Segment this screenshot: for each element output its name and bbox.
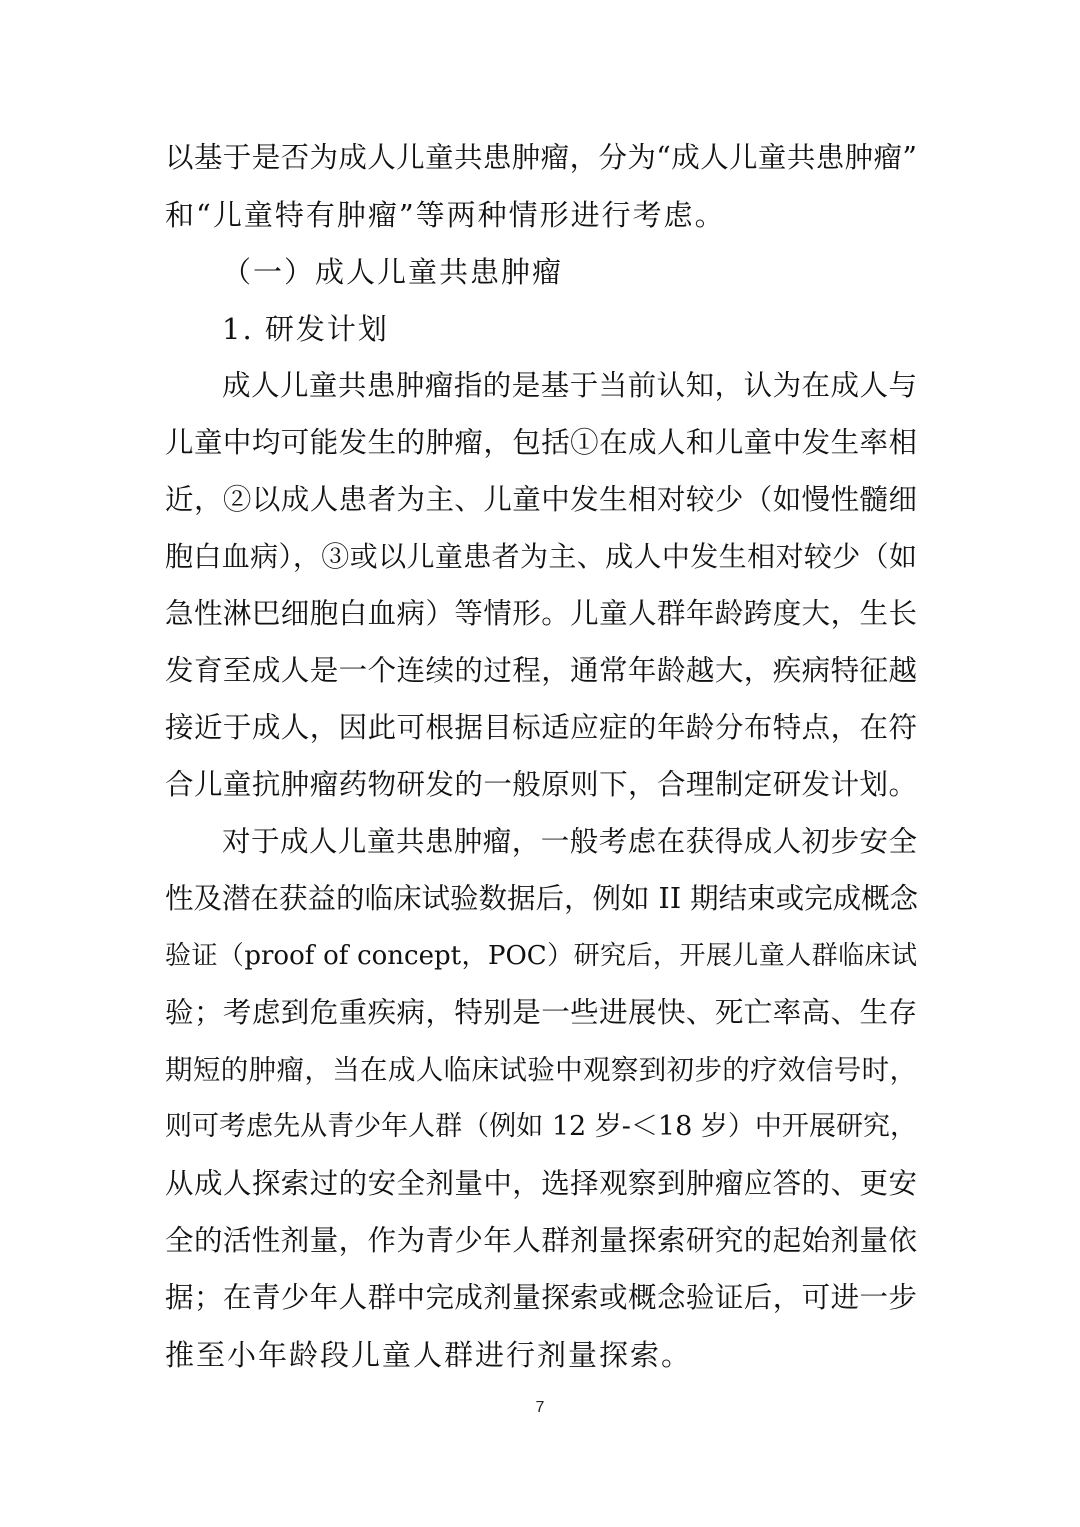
text-line: 则可考虑先从青少年人群（例如 12 岁-＜18 岁）中开展研究， xyxy=(165,1111,917,1142)
text-line: 期短的肿瘤，当在成人临床试验中观察到初步的疗效信号时， xyxy=(165,1054,917,1086)
text-line: 对于成人儿童共患肿瘤，一般考虑在获得成人初步安全 xyxy=(222,825,917,858)
page-number: 7 xyxy=(535,1399,545,1416)
text-line: 成人儿童共患肿瘤指的是基于当前认知，认为在成人与 xyxy=(222,369,917,402)
text-line: 以基于是否为成人儿童共患肿瘤，分为“成人儿童共患肿瘤” xyxy=(165,141,917,174)
text-line: 从成人探索过的安全剂量中，选择观察到肿瘤应答的、更安 xyxy=(165,1167,917,1200)
text-line: 据；在青少年人群中完成剂量探索或概念验证后，可进一步 xyxy=(165,1281,917,1314)
text-line: 推至小年龄段儿童人群进行剂量探索。 xyxy=(165,1338,693,1372)
text-line: 儿童中均可能发生的肿瘤，包括①在成人和儿童中发生率相 xyxy=(165,426,917,459)
text-line: 近，②以成人患者为主、儿童中发生相对较少（如慢性髓细 xyxy=(165,483,917,516)
text-line: 胞白血病），③或以儿童患者为主、成人中发生相对较少（如 xyxy=(165,540,917,573)
text-line: 急性淋巴细胞白血病）等情形。儿童人群年龄跨度大，生长 xyxy=(165,597,917,630)
subsection-heading: 1. 研发计划 xyxy=(222,312,389,346)
text-line: 验；考虑到危重疾病，特别是一些进展快、死亡率高、生存 xyxy=(165,996,917,1029)
text-line: 发育至成人是一个连续的过程，通常年龄越大，疾病特征越 xyxy=(165,654,917,687)
text-line: 性及潜在获益的临床试验数据后，例如 II 期结束或完成概念 xyxy=(165,882,919,915)
text-line: 合儿童抗肿瘤药物研发的一般原则下，合理制定研发计划。 xyxy=(165,768,917,801)
text-line: 全的活性剂量，作为青少年人群剂量探索研究的起始剂量依 xyxy=(165,1224,917,1257)
text-line: 验证（proof of concept，POC）研究后，开展儿童人群临床试 xyxy=(165,941,917,971)
text-line: 接近于成人，因此可根据目标适应症的年龄分布特点，在符 xyxy=(165,711,917,744)
section-heading: （一）成人儿童共患肿瘤 xyxy=(222,255,564,289)
text-line: 和“儿童特有肿瘤”等两种情形进行考虑。 xyxy=(165,198,726,232)
